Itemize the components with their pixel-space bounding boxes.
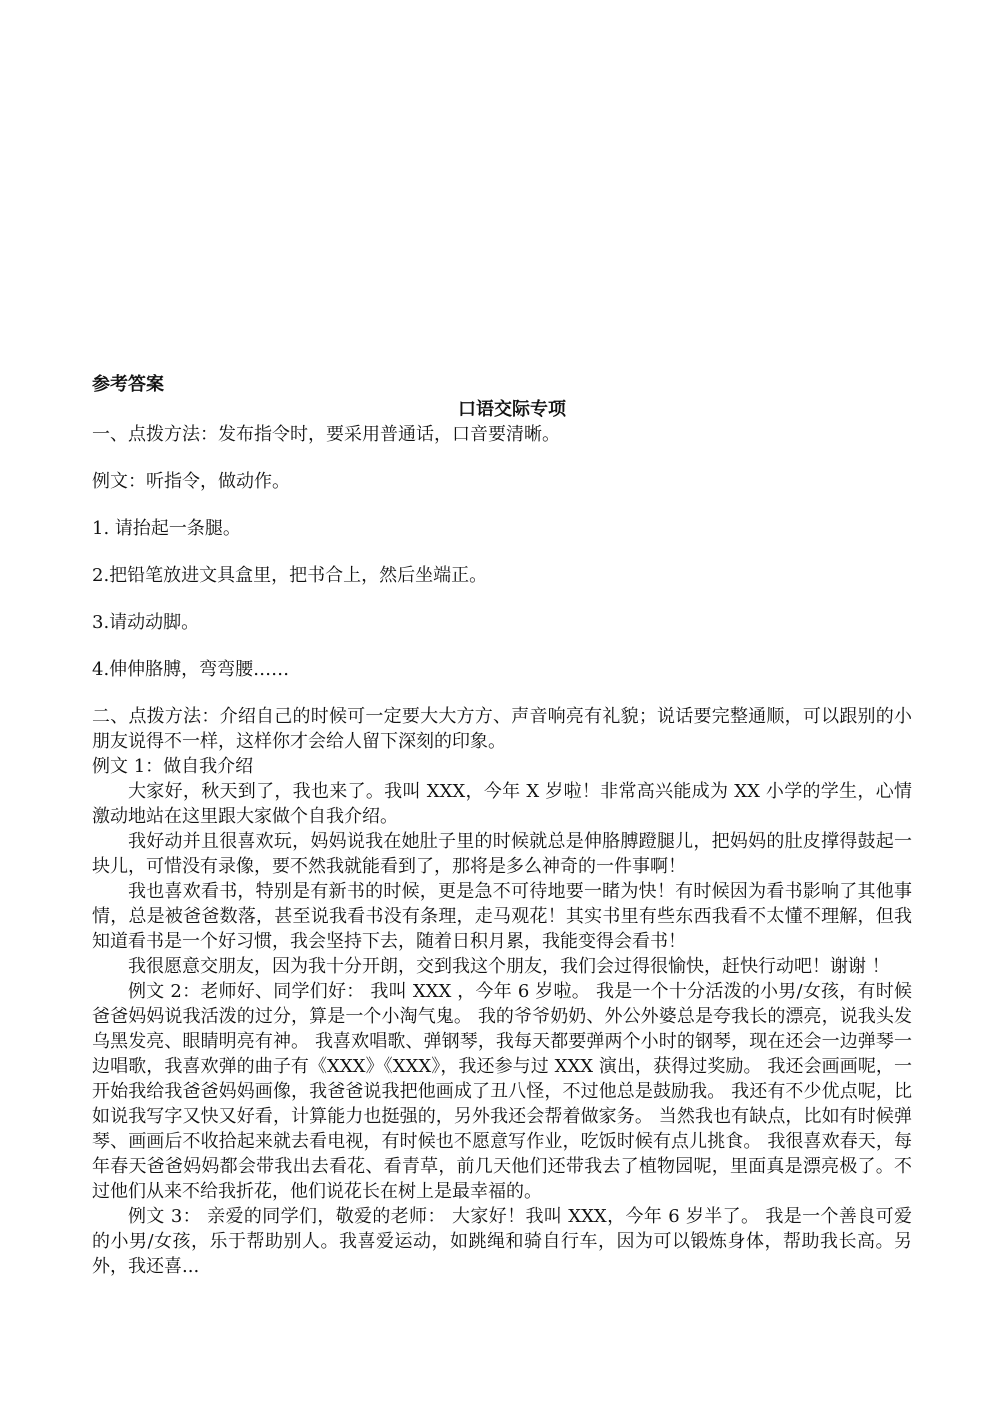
example1-paragraph: 我好动并且很喜欢玩，妈妈说我在她肚子里的时候就总是伸胳膊蹬腿儿，把妈妈的肚皮撑得鼓起一块儿，可惜没有录像，要不然我就能看到了，那将是多么神奇的一件事啊！: [92, 831, 912, 877]
document-body: [92, 372, 912, 1279]
example1-paragraph: 我也喜欢看书，特别是有新书的时候，更是急不可待地要一睹为快！有时候因为看书影响了其他事情，总是被爸爸数落，甚至说我看书没有条理，走马观花！其实书里有些东西我看不太懂不理解，但我知道看书是一个好习惯，我会坚持下去，随着日积月累，我能变得会看书！: [92, 881, 912, 952]
instruction-item: 1. 请抬起一条腿。: [92, 518, 241, 539]
section-title: 口语交际专项: [458, 399, 566, 420]
instruction-item: 2.把铅笔放进文具盒里，把书合上，然后坐端正。: [92, 565, 488, 586]
example3-paragraph: 例文 3： 亲爱的同学们，敬爱的老师： 大家好！我叫 XXX，今年 6 岁半了。 我是一个善良可爱的小男/女孩，乐于帮助别人。我喜爱运动，如跳绳和骑自行车，因为可以锻炼身体，帮助我长高。另外，我还喜...: [92, 1206, 912, 1277]
example1-paragraph: 我很愿意交朋友，因为我十分开朗，交到我这个朋友，我们会过得很愉快，赶快行动吧！谢谢 ！: [128, 956, 890, 977]
answer-heading: 参考答案: [92, 374, 164, 395]
part2-method: 二、点拨方法：介绍自己的时候可一定要大大方方、声音响亮有礼貌；说话要完整通顺，可以跟别的小朋友说得不一样，这样你才会给人留下深刻的印象。: [92, 706, 912, 752]
example1-label: 例文 1：做自我介绍: [92, 756, 254, 777]
instruction-item: 3.请动动脚。: [92, 612, 200, 633]
example2-paragraph: 例文 2：老师好、同学们好： 我叫 XXX ，今年 6 岁啦。 我是一个十分活泼的小男/女孩，有时候爸爸妈妈说我活泼的过分，算是一个小淘气鬼。 我的爷爷奶奶、外公外婆总是夸我长的漂亮，说我头发乌黑发亮、眼睛明亮有神。 我喜欢唱歌、弹钢琴，我每天都要弹两个小时的钢琴，现在还会一边弹琴一边唱歌，我喜欢弹的曲子有《XXX》《XXX》，我还参与过 XXX 演出，获得过奖励。 我还会画画呢，一开始我给我爸爸妈妈画像，我爸爸说我把他画成了丑八怪，不过他总是鼓励我。 我还有不少优点呢，比如说我写字又快又好看，计算能力也挺强的，另外我还会帮着做家务。 当然我也有缺点，比如有时候弹琴、画画后不收拾起来就去看电视，有时候也不愿意写作业，吃饭时候有点儿挑食。 我很喜欢春天，每年春天爸爸妈妈都会带我出去看花、看青草，前几天他们还带我去了植物园呢，里面真是漂亮极了。不过他们从来不给我折花，他们说花长在树上是最幸福的。: [92, 981, 912, 1202]
instruction-item: 4.伸伸胳膊，弯弯腰……: [92, 659, 290, 680]
part1-method: 一、点拨方法：发布指令时，要采用普通话，口音要清晰。: [92, 424, 560, 445]
part1-example-label: 例文：听指令，做动作。: [92, 471, 290, 492]
example1-paragraph: 大家好，秋天到了，我也来了。我叫 XXX，今年 X 岁啦！非常高兴能成为 XX 小学的学生，心情激动地站在这里跟大家做个自我介绍。: [92, 781, 912, 827]
